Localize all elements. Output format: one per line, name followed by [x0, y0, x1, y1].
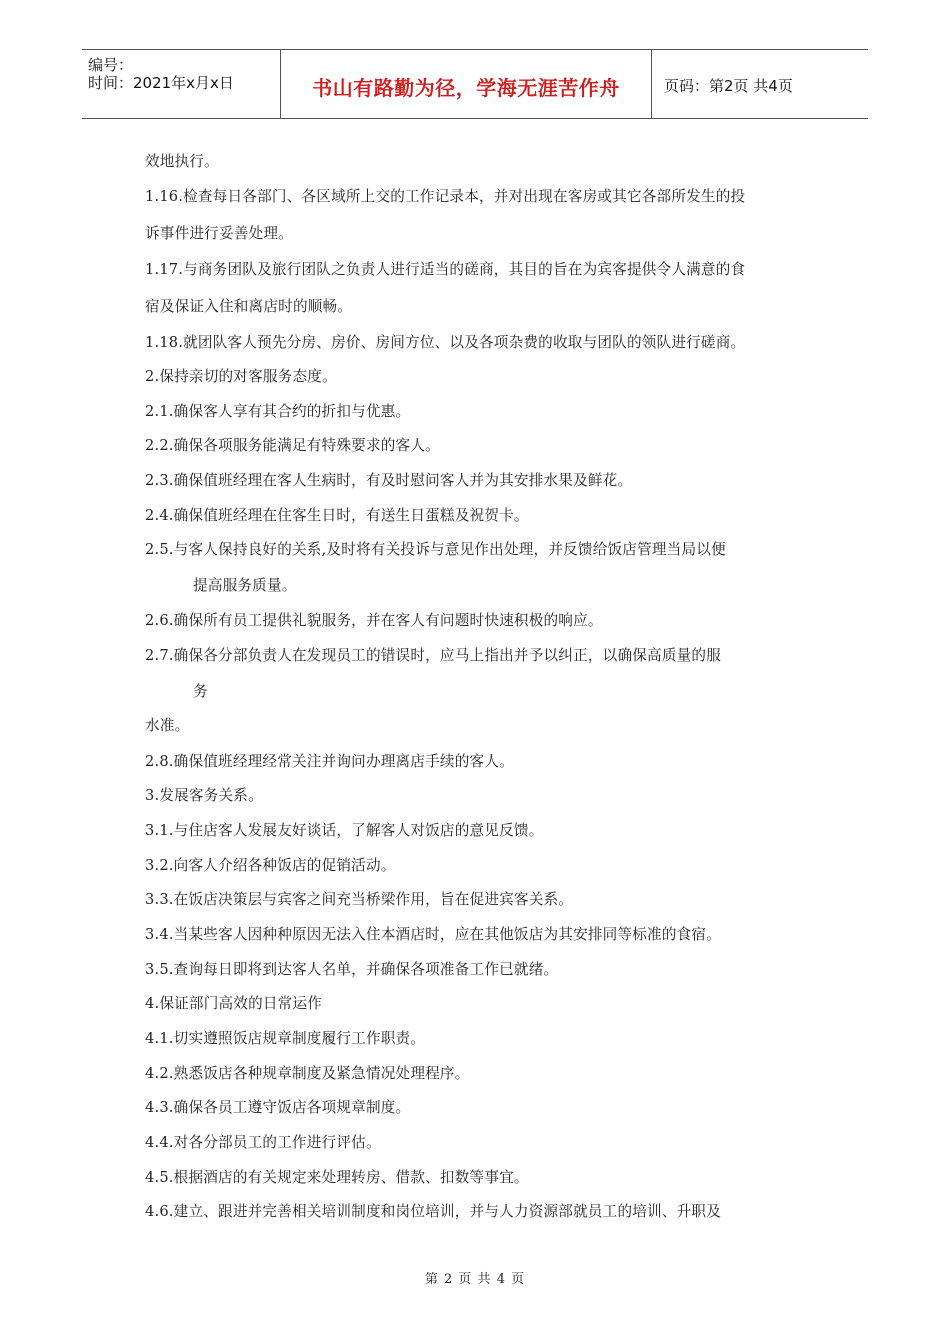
body-line: 2.2.确保各项服务能满足有特殊要求的客人。: [145, 437, 440, 454]
body-line: 3.发展客务关系。: [145, 787, 263, 804]
body-line: 4.5.根据酒店的有关规定来处理转房、借款、扣数等事宜。: [145, 1169, 529, 1186]
page-header: [82, 49, 868, 119]
body-line: 效地执行。: [145, 153, 219, 170]
document-date-label: 时间：2021年x月x日: [88, 74, 234, 92]
body-line: 1.18.就团队客人预先分房、房价、房间方位、以及各项杂费的收取与团队的领队进行磋商。: [145, 334, 746, 351]
header-motto: 书山有路勤为径，学海无涯苦作舟: [312, 76, 620, 100]
body-line: 4.1.切实遵照饭店规章制度履行工作职责。: [145, 1030, 426, 1047]
body-line: 3.3.在饭店决策层与宾客之间充当桥梁作用，旨在促进宾客关系。: [145, 891, 574, 908]
body-line: 务: [193, 683, 208, 700]
document-number-label: 编号：: [88, 56, 134, 74]
body-line: 2.6.确保所有员工提供礼貌服务，并在客人有问题时快速积极的响应。: [145, 612, 603, 629]
body-line: 4.6.建立、跟进并完善相关培训制度和岗位培训，并与人力资源部就员工的培训、升职及: [145, 1203, 722, 1220]
body-line: 水准。: [145, 717, 190, 734]
body-line: 提高服务质量。: [193, 577, 297, 594]
body-line: 诉事件进行妥善处理。: [145, 225, 293, 242]
body-line: 2.8.确保值班经理经常关注并询问办理离店手续的客人。: [145, 753, 514, 770]
body-line: 4.2.熟悉饭店各种规章制度及紧急情况处理程序。: [145, 1065, 470, 1082]
body-line: 2.1.确保客人享有其合约的折扣与优惠。: [145, 403, 411, 420]
header-info-cell: [82, 50, 280, 118]
body-line: 宿及保证入住和离店时的顺畅。: [145, 298, 353, 315]
body-line: 2.保持亲切的对客服务态度。: [145, 368, 337, 385]
body-line: 4.3.确保各员工遵守饭店各项规章制度。: [145, 1099, 411, 1116]
page-footer: 第 2 页 共 4 页: [424, 1272, 526, 1287]
body-line: 2.3.确保值班经理在客人生病时，有及时慰问客人并为其安排水果及鲜花。: [145, 472, 633, 489]
body-line: 4.保证部门高效的日常运作: [145, 995, 323, 1012]
body-line: 2.7.确保各分部负责人在发现员工的错误时，应马上指出并予以纠正，以确保高质量的服: [145, 647, 722, 664]
body-line: 2.4.确保值班经理在住客生日时，有送生日蛋糕及祝贺卡。: [145, 507, 529, 524]
header-motto-cell: [280, 50, 652, 118]
body-line: 4.4.对各分部员工的工作进行评估。: [145, 1134, 381, 1151]
body-line: 1.17.与商务团队及旅行团队之负责人进行适当的磋商，其目的旨在为宾客提供令人满意的食: [145, 261, 746, 278]
body-line: 3.2.向客人介绍各种饭店的促销活动。: [145, 857, 396, 874]
body-line: 3.4.当某些客人因种种原因无法入住本酒店时，应在其他饭店为其安排同等标准的食宿。: [145, 926, 722, 943]
body-line: 3.5.查询每日即将到达客人名单，并确保各项准备工作已就绪。: [145, 961, 559, 978]
body-line: 2.5.与客人保持良好的关系,及时将有关投诉与意见作出处理，并反馈给饭店管理当局以便: [145, 541, 726, 558]
body-line: 3.1.与住店客人发展友好谈话，了解客人对饭店的意见反馈。: [145, 822, 544, 839]
body-line: 1.16.检查每日各部门、各区域所上交的工作记录本，并对出现在客房或其它各部所发生的投: [145, 188, 746, 205]
header-page-cell: [650, 50, 868, 118]
header-page-number: 页码：第2页 共4页: [664, 77, 793, 95]
